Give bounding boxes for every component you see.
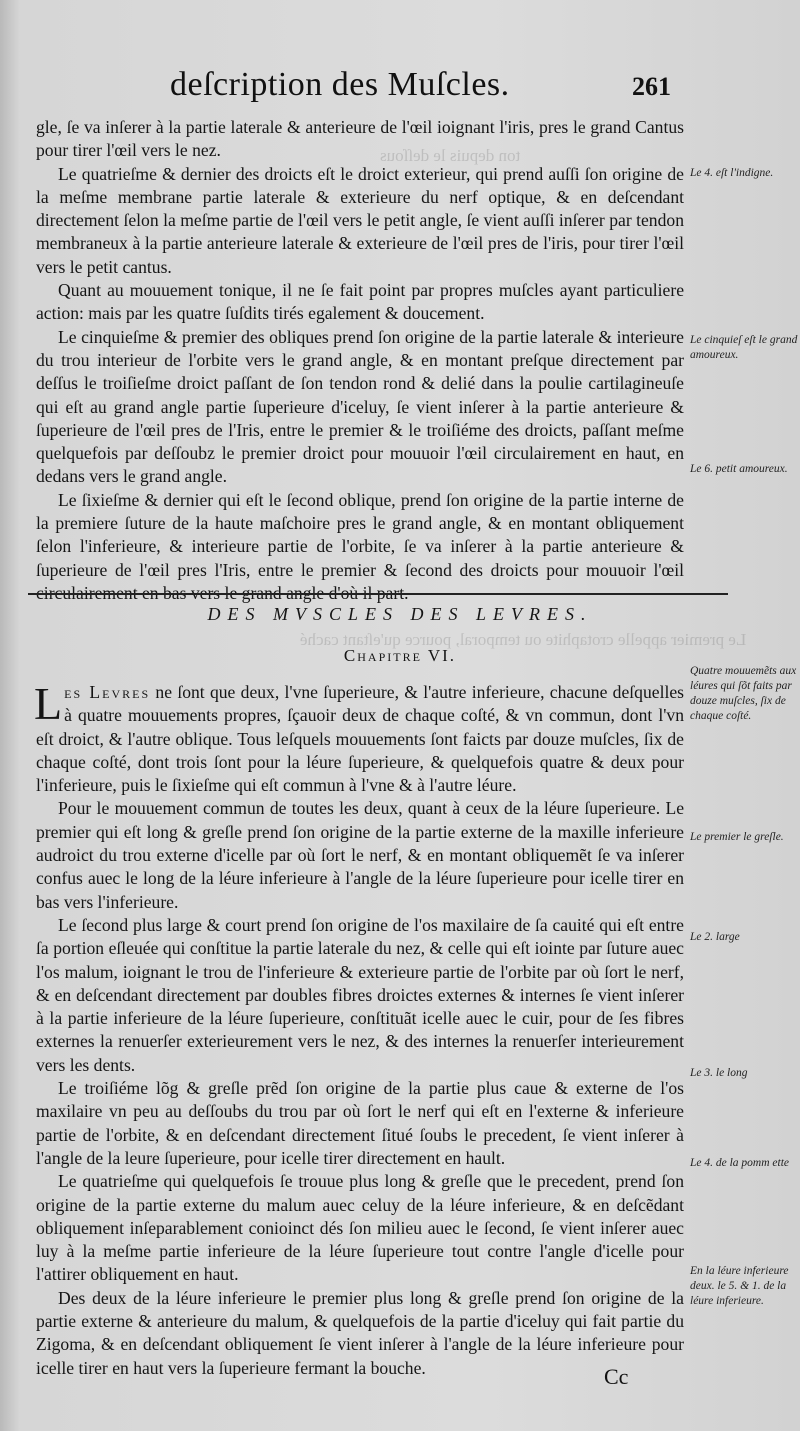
section-title: DES MVSCLES DES LEVRES.	[207, 604, 593, 624]
margin-note: Le premier le greſle.	[690, 831, 784, 843]
paragraph-text: ne ſont que deux, l'vne ſuperieure, & l'autre inferieure, chacune deſquelles à quatre mouuements propres, ſçauoir deux de chaque coſté, & vn commun, dont l'vn eſt droict, & l'autre oblique. Tous leſquels mouuements ſont faicts par douze muſcles, ſix de chaque coſté, dont trois ſont pour la léure ſuperieure, & quelquefois quatre & deux pour l'inferieure, puis le ſixieſme qui eſt commun à l'vne & à l'autre léure.	[36, 682, 684, 796]
paragraph: Pour le mouuement commun de toutes les deux, quant à ceux de la léure ſuperieure. Le premier qui eſt long & greſle prend ſon origine de la partie externe de la maxille inferieure audroict du trou externe d'icelle par où ſort le nerf, & en montant obliquemẽt ſe va inſerer confus auec le long de la léure inferieure à l'angle de la léure ſuperieure pour icelle tirer en bas vers l'inferieure.	[36, 798, 684, 912]
margin-note: Le 4. de la pomm ette	[690, 1157, 790, 1169]
paragraph: Le quatrieſme & dernier des droicts eſt le droict exterieur, qui prend auſſi ſon origine de la meſme membrane partie laterale & exterieure du nerf optique, & en deſcendant directement ſelon la meſme partie de l'œil vers le petit angle, ſe vient auſſi inſerer par tendon membraneux à la partie anterieure laterale & exterieure de l'œil pres de l'iris, pour tirer l'œil vers le petit cantus.	[36, 163, 684, 277]
paragraph: Le ſixieſme & dernier qui eſt le ſecond oblique, prend ſon origine de la partie interne de la premiere ſuture de la haute maſchoire pres le grand angle, & en montant obliquement ſelon l'inferieure, & interieure partie de l'orbite, ſe va inſerer à la partie anterieure & ſuperieure de l'œil pres l'Iris, entre le premier & ſecond des droicts pour mouuoir l'œil circulairement en bas vers le grand angle d'où il part.	[36, 489, 684, 603]
paragraph: gle, ſe va inſerer à la partie laterale & anterieure de l'œil ioignant l'iris, pres le grand Cantus pour tirer l'œil vers le nez.	[36, 117, 684, 161]
paragraph: Quant au mouuement tonique, il ne ſe fait point par propres muſcles ayant particuliere action: mais par les quatre ſuſdits tirés egalement & doucement.	[36, 280, 684, 324]
margin-note: Le 4. eſt l'indigne.	[690, 167, 774, 179]
text-block-bottom	[34, 678, 684, 1380]
margin-note: Quatre mouuemẽts aux léures qui ſõt faits par douze muſcles, ſix de chaque coſté.	[690, 665, 797, 722]
margin-note: En la léure inferieure deux. le 5. & 1. de la léure inferieure.	[690, 1265, 789, 1307]
drop-cap: L	[34, 678, 63, 729]
paragraph: Le troiſiéme lõg & greſle prẽd ſon origine de la partie plus caue & externe de l'os maxilaire vn peu au deſſoubs du trou par où ſort le nerf qui eſt en l'externe & inferieure partie de l'orbite, & en deſcendant directement ſitué ſoubs le precedent, ſe vient inſerer à l'angle de la leure ſuperieure, pour icelle tirer directement en hault.	[36, 1078, 684, 1168]
margin-note: Le cinquieſ eſt le grand amoureux.	[690, 334, 798, 361]
paragraph: Le quatrieſme qui quelquefois ſe trouue plus long & greſle que le precedent, prend ſon origine de la partie externe du malum auec celuy de la léure inferieure, & en deſcẽdant obliquement inſeparablement conioinct dés ſon milieu auec le ſecond, ſe vient inſerer auec luy à la meſme partie inferieure de la léure ſuperieure tout contre l'angle d'icelle pour l'attirer obliquement en haut.	[36, 1171, 684, 1285]
text-block-top	[36, 116, 684, 605]
margin-note: Le 6. petit amoureux.	[690, 463, 788, 475]
margin-note: Le 3. le long	[690, 1067, 748, 1079]
margin-note: Le 2. large	[690, 931, 740, 943]
running-head: deſcription des Muſcles.	[170, 66, 510, 103]
paragraph-first	[34, 678, 684, 797]
bleed-through-text: ton depuis le deſſous	[380, 146, 521, 165]
paragraph: Le cinquieſme & premier des obliques prend ſon origine de la partie laterale & interieure du trou interieur de l'orbite vers le grand angle, & en montant preſque directement par deſſus le troiſieſme droict paſſant de ſon tendon rond & delié dans la poulie cartilagineuſe qui eſt au grand angle partie ſuperieure d'iceluy, ſe vient inſerer à la partie anterieure & ſuperieure de l'œil pres de l'Iris, entre le premier & le troiſiéme des droicts, paſſant meſme quelquefois par deſſoubz le premier droict pour mouuoir l'œil circulairement en haut, en dedans vers le grand angle.	[36, 326, 684, 487]
catchword: Cc	[604, 1364, 629, 1389]
page-header	[0, 66, 800, 116]
paragraph: Le ſecond plus large & court prend ſon origine de l'os maxilaire de ſa cauité qui eſt entre ſa portion eſleuée qui conſtitue la partie laterale du nez, & celle qui eſt iointe par ſuture auec l'os malum, ioignant le trou de l'inferieure & exterieure partie de l'orbite par où ſort le nerf, & en deſcendant directement par doubles fibres droictes externes & internes ſe vient inſerer à la partie inferieure de la léure ſuperieure, conſtituãt icelle auec le cuir, pour de ſes fibres externes la renuerſer exterieurement vers le nez, & des internes la renuerſer interieurement vers les dents.	[36, 914, 684, 1075]
section-rule	[28, 593, 728, 595]
page-number: 261	[632, 72, 671, 101]
paragraph: Des deux de la léure inferieure le premier plus long & greſle prend ſon origine de la partie externe & anterieure du malum, & quelquefois de la partie d'iceluy qui fait partie du Zigoma, & en deſcendant obliquement ſe vient inſerer à l'angle de la léure inferieure pour icelle tirer en haut vers la ſuperieure fermant la bouche.	[36, 1287, 684, 1378]
bleed-through-text: Le premier appelle crotaphite ou temporal, pource qu'eſtant caché	[300, 630, 747, 649]
opening-words: es Levres	[64, 682, 151, 702]
chapter-title: Chapitre VI.	[343, 646, 457, 665]
